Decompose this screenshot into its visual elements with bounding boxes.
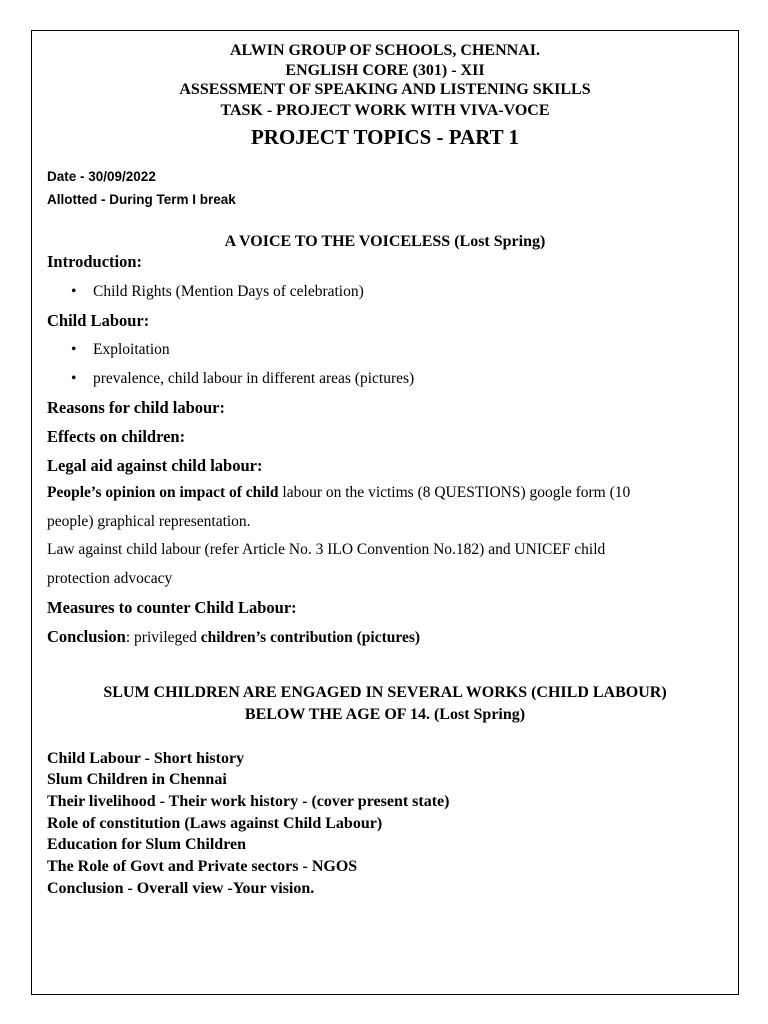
bullet-icon: • — [71, 341, 77, 358]
topic2-item: Conclusion - Overall view -Your vision. — [47, 880, 315, 897]
topic2-item: Slum Children in Chennai — [47, 771, 227, 788]
task-line: TASK - PROJECT WORK WITH VIVA-VOCE — [220, 102, 550, 119]
topic2-title-line-1: SLUM CHILDREN ARE ENGAGED IN SEVERAL WORKS (CHILD LABOUR) — [103, 684, 667, 701]
school-name: ALWIN GROUP OF SCHOOLS, CHENNAI. — [230, 42, 540, 59]
conclusion-label: Conclusion — [47, 627, 126, 646]
page-title: PROJECT TOPICS - PART 1 — [250, 125, 520, 149]
topic2-item: Role of constitution (Laws against Child Labour) — [47, 815, 383, 832]
conclusion-line — [47, 627, 420, 647]
law-line-2: protection advocacy — [47, 570, 173, 587]
child-labour-heading: Child Labour: — [47, 311, 150, 330]
assessment-line: ASSESSMENT OF SPEAKING AND LISTENING SKILLS — [179, 81, 591, 98]
topic1-title: A VOICE TO THE VOICELESS (Lost Spring) — [224, 233, 546, 250]
introduction-heading: Introduction: — [47, 252, 143, 271]
topic2-title-line-2: BELOW THE AGE OF 14. (Lost Spring) — [244, 706, 526, 723]
topic2-item: The Role of Govt and Private sectors - NGOS — [47, 858, 358, 875]
child-labour-bullet: prevalence, child labour in different areas (pictures) — [93, 370, 415, 387]
opinion-line — [47, 484, 630, 502]
date-line: Date - 30/09/2022 — [47, 169, 156, 184]
measures-heading: Measures to counter Child Labour: — [47, 598, 297, 617]
law-line: Law against child labour (refer Article No. 3 ILO Convention No.182) and UNICEF child — [47, 541, 606, 558]
opinion-bold-text: People’s opinion on impact of child — [47, 484, 279, 501]
opinion-text: labour on the victims (8 QUESTIONS) google form (10 — [278, 484, 631, 501]
topic2-item: Child Labour - Short history — [47, 750, 245, 767]
subject-line: ENGLISH CORE (301) - XII — [285, 62, 485, 79]
topic2-item: Their livelihood - Their work history - (cover present state) — [47, 793, 450, 810]
legal-aid-heading: Legal aid against child labour: — [47, 456, 263, 475]
bullet-icon: • — [71, 370, 77, 387]
effects-heading: Effects on children: — [47, 427, 186, 446]
reasons-heading: Reasons for child labour: — [47, 398, 226, 417]
topic2-item: Education for Slum Children — [47, 836, 247, 853]
child-labour-bullet: Exploitation — [93, 341, 170, 358]
conclusion-text: : privileged — [125, 629, 201, 646]
bullet-icon: • — [71, 283, 77, 300]
introduction-bullet: Child Rights (Mention Days of celebration) — [93, 283, 364, 300]
allotted-line: Allotted - During Term I break — [47, 192, 236, 207]
opinion-line-2: people) graphical representation. — [47, 513, 251, 530]
conclusion-bold-text: children’s contribution (pictures) — [200, 629, 421, 646]
